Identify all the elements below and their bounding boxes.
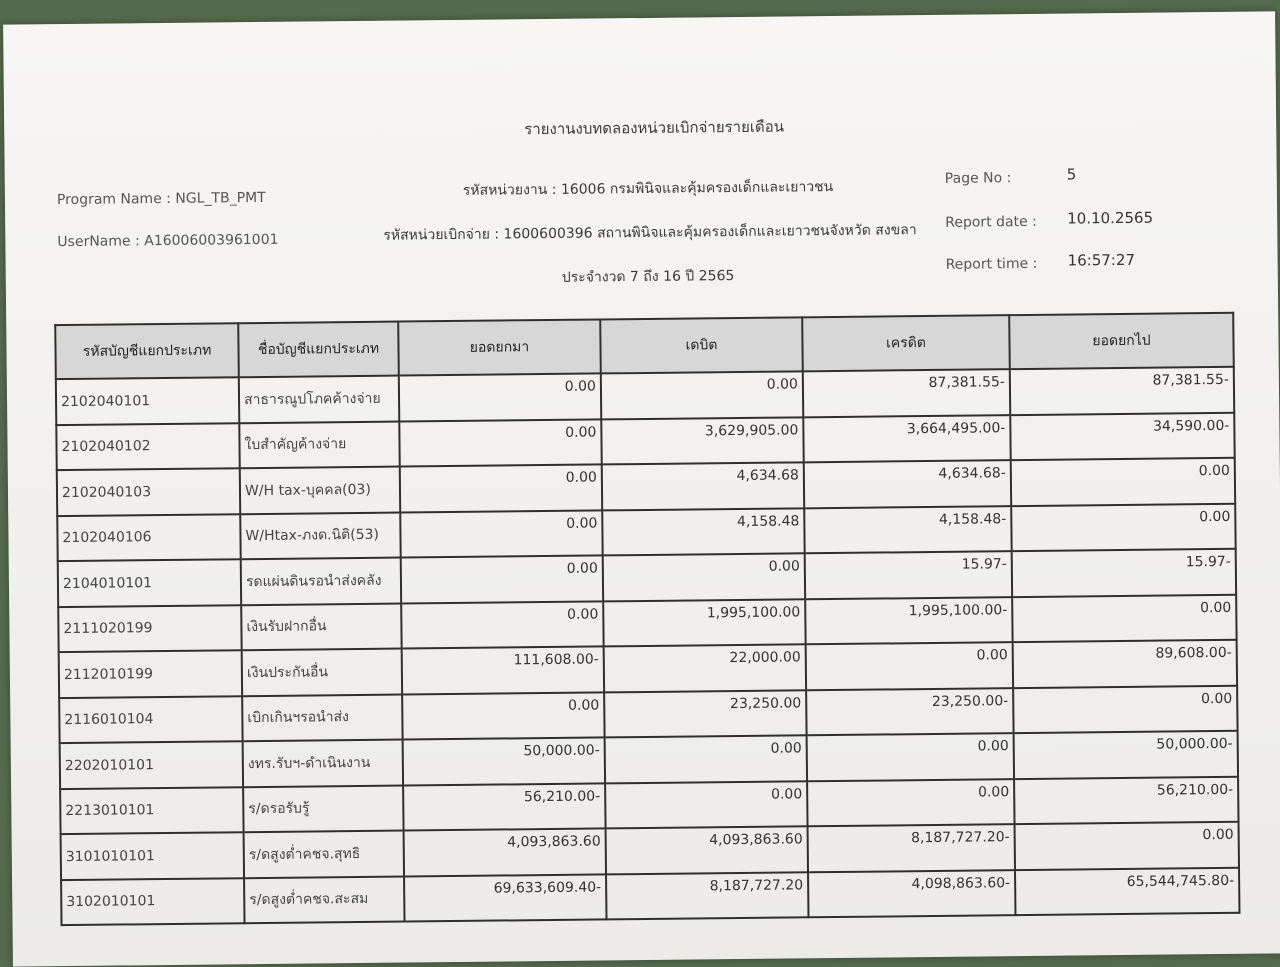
account-code: 2102040106 bbox=[57, 514, 240, 561]
brought-forward: 56,210.00- bbox=[403, 783, 605, 831]
program-name: Program Name : NGL_TB_PMT bbox=[56, 189, 266, 209]
debit: 0.00 bbox=[605, 781, 807, 829]
account-code: 2112010199 bbox=[59, 650, 242, 697]
account-code: 2213010101 bbox=[60, 787, 243, 834]
account-code: 2116010104 bbox=[59, 696, 242, 743]
carried-forward: 15.97- bbox=[1012, 549, 1236, 597]
agency-line: รหัสหน่วยงาน : 16006 กรมพินิจและคุ้มครองเด็กและเยาวชน bbox=[462, 179, 834, 199]
header-brought-forward: ยอดยกมา bbox=[398, 319, 601, 375]
header-credit: เครดิต bbox=[802, 315, 1010, 371]
credit: 4,634.68- bbox=[804, 460, 1011, 508]
brought-forward: 0.00 bbox=[401, 601, 603, 649]
carried-forward: 50,000.00- bbox=[1014, 731, 1238, 779]
header-carried-forward: ยอดยกไป bbox=[1009, 313, 1234, 369]
brought-forward: 0.00 bbox=[400, 510, 602, 558]
account-name: เงินรับฝากอื่น bbox=[241, 603, 401, 650]
report-time-label: Report time : bbox=[945, 255, 1038, 273]
account-name: ร/ดรอรับรู้ bbox=[243, 785, 403, 832]
account-code: 2104010101 bbox=[58, 559, 241, 606]
brought-forward: 111,608.00- bbox=[402, 646, 604, 694]
account-code: 2202010101 bbox=[60, 741, 243, 788]
account-name: เงินประกันอื่น bbox=[242, 649, 402, 696]
account-name: รดแผ่นดินรอนำส่งคลัง bbox=[241, 558, 401, 605]
user-name: UserName : A16006003961001 bbox=[57, 231, 279, 251]
report-time-value: 16:57:27 bbox=[1067, 250, 1136, 270]
debit: 4,634.68 bbox=[602, 462, 804, 510]
carried-forward: 0.00 bbox=[1013, 685, 1237, 733]
credit: 87,381.55- bbox=[803, 369, 1010, 417]
credit: 3,664,495.00- bbox=[803, 415, 1010, 463]
account-name: ใบสำคัญค้างจ่าย bbox=[239, 421, 399, 468]
account-name: เบิกเกินฯรอนำส่ง bbox=[242, 694, 402, 741]
page-no-value: 5 bbox=[1066, 165, 1077, 184]
debit: 3,629,905.00 bbox=[601, 417, 803, 465]
account-name: W/H tax-บุคคล(03) bbox=[240, 467, 400, 514]
trial-balance-table bbox=[54, 312, 1240, 926]
brought-forward: 0.00 bbox=[402, 692, 604, 740]
brought-forward: 0.00 bbox=[400, 464, 602, 512]
debit: 22,000.00 bbox=[604, 644, 806, 692]
report-date-label: Report date : bbox=[945, 213, 1037, 231]
account-code: 2102040101 bbox=[56, 377, 239, 424]
brought-forward: 0.00 bbox=[399, 419, 601, 467]
header-debit: เดบิต bbox=[600, 317, 803, 373]
credit: 4,158.48- bbox=[804, 506, 1011, 554]
debit: 4,093,863.60 bbox=[606, 826, 808, 874]
carried-forward: 56,210.00- bbox=[1014, 776, 1238, 824]
carried-forward: 87,381.55- bbox=[1010, 367, 1234, 415]
credit: 23,250.00- bbox=[806, 688, 1013, 736]
header-account-code: รหัสบัญชีแยกประเภท bbox=[55, 323, 239, 379]
brought-forward: 69,633,609.40- bbox=[404, 874, 606, 922]
credit: 4,098,863.60- bbox=[808, 870, 1015, 918]
carried-forward: 34,590.00- bbox=[1010, 412, 1234, 460]
carried-forward: 0.00 bbox=[1011, 503, 1235, 551]
debit: 8,187,727.20 bbox=[606, 872, 808, 920]
account-name: W/Htax-ภงด.นิติ(53) bbox=[240, 512, 400, 559]
account-name: งทร.รับฯ-ดำเนินงาน bbox=[243, 740, 403, 787]
account-code: 2102040102 bbox=[56, 423, 239, 470]
debit: 1,995,100.00 bbox=[603, 599, 805, 647]
brought-forward: 4,093,863.60 bbox=[404, 828, 606, 876]
debit: 0.00 bbox=[601, 371, 803, 419]
credit: 1,995,100.00- bbox=[805, 597, 1012, 645]
credit: 8,187,727.20- bbox=[808, 824, 1015, 872]
header-account-name: ชื่อบัญชีแยกประเภท bbox=[238, 322, 399, 378]
disbursing-unit-line: รหัสหน่วยเบิกจ่าย : 1600600396 สถานพินิจและคุ้มครองเด็กและเยาวชนจังหวัด สงขลา bbox=[383, 222, 917, 244]
period-line: ประจำงวด 7 ถึง 16 ปี 2565 bbox=[561, 268, 735, 286]
report-paper bbox=[3, 11, 1280, 966]
credit: 0.00 bbox=[807, 733, 1014, 781]
carried-forward: 0.00 bbox=[1012, 594, 1236, 642]
report-date-value: 10.10.2565 bbox=[1067, 208, 1154, 228]
account-name: ร/ดสูงต่ำคชจ.สุทธิ bbox=[244, 831, 404, 878]
brought-forward: 0.00 bbox=[399, 373, 601, 421]
carried-forward: 89,608.00- bbox=[1013, 640, 1237, 688]
carried-forward: 0.00 bbox=[1011, 458, 1235, 506]
brought-forward: 0.00 bbox=[401, 555, 603, 603]
brought-forward: 50,000.00- bbox=[403, 737, 605, 785]
credit: 0.00 bbox=[806, 642, 1013, 690]
debit: 0.00 bbox=[603, 553, 805, 601]
account-name: ร/ดสูงต่ำคชจ.สะสม bbox=[244, 876, 404, 923]
credit: 15.97- bbox=[805, 551, 1012, 599]
credit: 0.00 bbox=[807, 779, 1014, 827]
account-code: 2111020199 bbox=[58, 605, 241, 652]
report-title: รายงานงบทดลองหน่วยเบิกจ่ายรายเดือน bbox=[524, 117, 785, 139]
carried-forward: 65,544,745.80- bbox=[1015, 867, 1239, 915]
account-code: 3102010101 bbox=[61, 878, 244, 925]
page-no-label: Page No : bbox=[944, 170, 1012, 187]
debit: 23,250.00 bbox=[604, 690, 806, 738]
account-code: 3101010101 bbox=[61, 832, 244, 879]
account-code: 2102040103 bbox=[57, 468, 240, 515]
account-name: สาธารณูปโภคค้างจ่าย bbox=[239, 376, 399, 423]
debit: 4,158.48 bbox=[602, 508, 804, 556]
carried-forward: 0.00 bbox=[1015, 822, 1239, 870]
debit: 0.00 bbox=[605, 735, 807, 783]
